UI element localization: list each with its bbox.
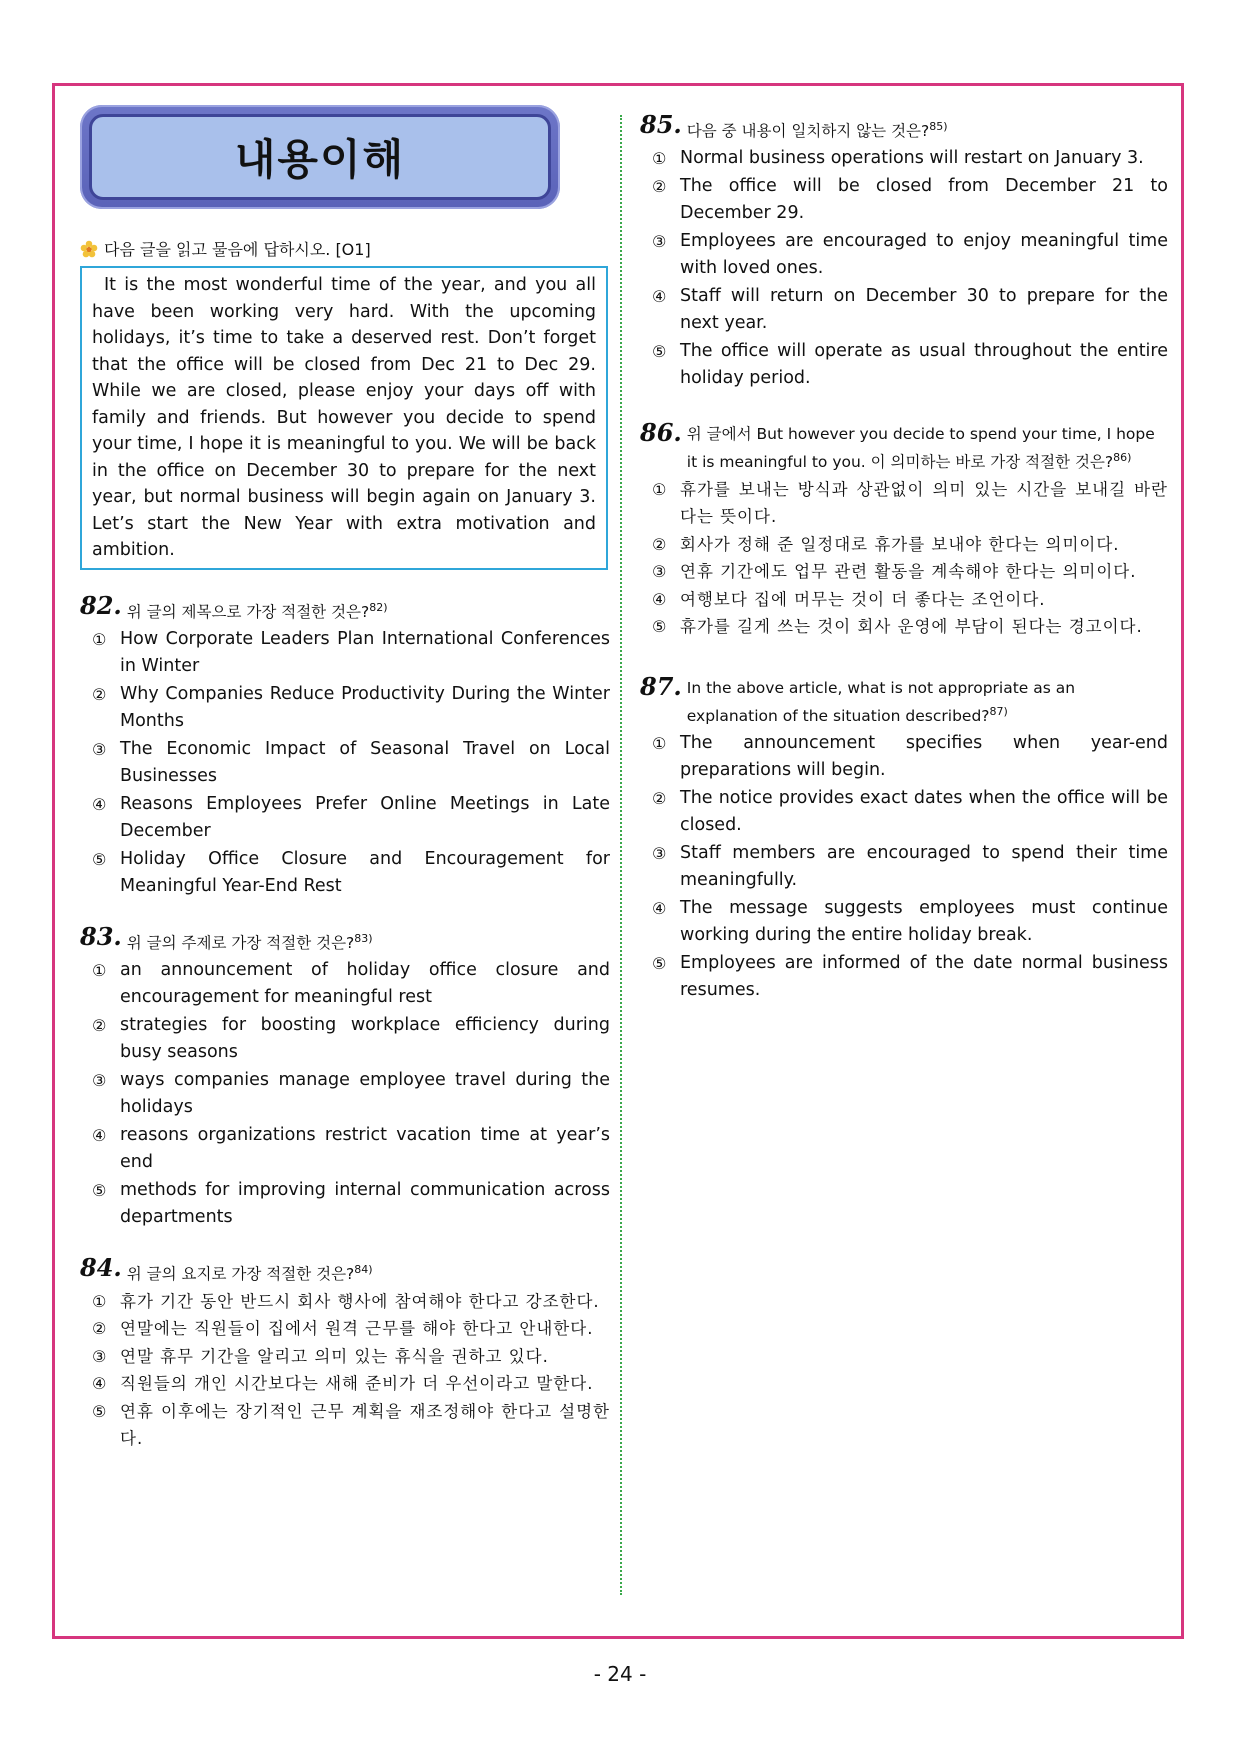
right-column: [640, 110, 1168, 1005]
option-list: [640, 145, 1168, 393]
option-mark: ①: [652, 479, 668, 499]
option-mark: ③: [92, 1070, 107, 1090]
option-mark: ④: [92, 1374, 108, 1394]
question-number: 85.: [640, 110, 682, 139]
footnote-ref: 82): [369, 600, 388, 614]
footnote-ref: 85): [929, 120, 948, 133]
option-text: Employees are informed of the date normal business resumes.: [680, 952, 1168, 1001]
option-mark: ⑤: [92, 1401, 108, 1421]
option-1[interactable]: [652, 730, 1168, 785]
option-list: [80, 957, 610, 1232]
footnote-ref: 84): [354, 1262, 373, 1276]
option-3[interactable]: [652, 558, 1168, 586]
option-text: 직원들의 개인 시간보다는 새해 준비가 더 우선이라고 말한다.: [120, 1374, 594, 1394]
option-text: How Corporate Leaders Plan International Conferences in Winter: [120, 628, 610, 677]
option-text: 휴가 기간 동안 반드시 회사 행사에 참여해야 한다고 강조한다.: [120, 1291, 600, 1311]
option-3[interactable]: [92, 736, 610, 791]
question-title: [687, 113, 948, 143]
question-title-text: 위 글의 주제로 가장 적절한 것은?: [126, 933, 355, 952]
option-text: 연말에는 직원들이 집에서 원격 근무를 해야 한다고 안내한다.: [120, 1319, 594, 1339]
question-number: 83.: [80, 921, 122, 951]
option-4[interactable]: [92, 1370, 610, 1398]
option-list: [80, 1288, 610, 1453]
passage-box: [80, 266, 608, 570]
option-2[interactable]: [92, 1012, 610, 1067]
option-text: Staff will return on December 30 to prepare for the next year.: [680, 285, 1168, 334]
question-83: [80, 921, 610, 1232]
option-text: an announcement of holiday office closure and encouragement for meaningful rest: [120, 959, 610, 1008]
option-1[interactable]: [652, 145, 1168, 173]
option-mark: ③: [652, 562, 668, 582]
option-text: Normal business operations will restart on January 3.: [680, 148, 1144, 169]
option-mark: ②: [652, 534, 668, 554]
option-text: 휴가를 보내는 방식과 상관없이 의미 있는 시간을 보내길 바란다는 뜻이다.: [680, 479, 1168, 527]
option-text: 회사가 정해 준 일정대로 휴가를 보내야 한다는 의미이다.: [680, 534, 1120, 554]
question-title-text: 다음 중 내용이 일치하지 않는 것은?: [686, 122, 930, 141]
option-text: Staff members are encouraged to spend their time meaningfully.: [680, 842, 1168, 891]
option-1[interactable]: [652, 476, 1168, 531]
option-5[interactable]: [652, 613, 1168, 641]
question-84: [80, 1252, 610, 1453]
question-title-text: 위 글에서 But however you decide to spend your time, I hope it is meaningful to you. 이 의미하는 바로 가장 적절한 것은?: [686, 424, 1155, 471]
option-mark: ⑤: [652, 953, 667, 973]
option-mark: ⑤: [652, 617, 668, 637]
option-3[interactable]: [92, 1343, 610, 1371]
option-text: methods for improving internal communication across departments: [120, 1179, 610, 1228]
footnote-ref: 87): [989, 704, 1008, 718]
option-2[interactable]: [92, 681, 610, 736]
title-banner-inner: [89, 114, 551, 200]
option-mark: ⑤: [92, 849, 107, 869]
option-text: The Economic Impact of Seasonal Travel on Local Businesses: [120, 738, 610, 787]
option-5[interactable]: [652, 950, 1168, 1005]
title-banner: [80, 105, 560, 209]
option-4[interactable]: [652, 895, 1168, 950]
flower-icon: [80, 240, 98, 258]
question-number: 86.: [640, 417, 682, 447]
option-mark: ②: [92, 1015, 107, 1035]
instruction-text: 다음 글을 읽고 물음에 답하시오. [O1]: [104, 240, 371, 259]
option-mark: ④: [652, 898, 667, 918]
question-header: [80, 921, 610, 955]
page-title: 내용이해: [234, 135, 406, 184]
option-1[interactable]: [92, 957, 610, 1012]
option-text: The office will operate as usual throughout the entire holiday period.: [680, 340, 1168, 389]
question-header: [640, 671, 1168, 728]
option-text: strategies for boosting workplace efficiency during busy seasons: [120, 1014, 610, 1063]
option-mark: ①: [652, 733, 667, 753]
option-text: Employees are encouraged to enjoy meaningful time with loved ones.: [680, 230, 1168, 279]
question-header: [640, 110, 1168, 143]
option-mark: ③: [652, 843, 667, 863]
page-number: - 24 -: [593, 1662, 647, 1686]
option-text: 연말 휴무 기간을 알리고 의미 있는 휴식을 권하고 있다.: [120, 1346, 549, 1366]
option-text: reasons organizations restrict vacation time at year’s end: [120, 1124, 610, 1173]
option-mark: ①: [92, 960, 107, 980]
column-divider: [620, 115, 622, 1595]
option-text: The announcement specifies when year-end preparations will begin.: [680, 732, 1168, 781]
left-column: [80, 105, 610, 1453]
question-header: [640, 417, 1168, 474]
question-title-text: 위 글의 제목으로 가장 적절한 것은?: [126, 602, 370, 621]
question-86: [640, 417, 1168, 641]
option-text: The message suggests employees must continue working during the entire holiday break.: [680, 897, 1168, 946]
footnote-ref: 86): [1113, 450, 1132, 464]
question-85: [640, 110, 1168, 393]
footnote-ref: 83): [354, 931, 373, 945]
option-5[interactable]: [92, 846, 610, 901]
option-mark: ⑤: [92, 1180, 107, 1200]
option-3[interactable]: [652, 228, 1168, 283]
option-1[interactable]: [92, 626, 610, 681]
question-number: 87.: [640, 671, 682, 701]
question-number: 82.: [80, 590, 122, 620]
option-list: [640, 476, 1168, 641]
question-title: [127, 925, 373, 955]
option-text: 여행보다 집에 머무는 것이 더 좋다는 조언이다.: [680, 589, 1046, 609]
question-number: 84.: [80, 1252, 122, 1282]
option-text: Why Companies Reduce Productivity During the Winter Months: [120, 683, 610, 732]
option-mark: ①: [652, 149, 667, 169]
option-3[interactable]: [652, 840, 1168, 895]
question-title: [127, 1256, 373, 1286]
option-text: ways companies manage employee travel during the holidays: [120, 1069, 610, 1118]
option-text: The office will be closed from December 21 to December 29.: [680, 175, 1168, 224]
option-mark: ③: [652, 231, 667, 251]
option-4[interactable]: [92, 791, 610, 846]
option-5[interactable]: [92, 1177, 610, 1232]
question-header: [80, 590, 610, 624]
option-mark: ③: [92, 739, 107, 759]
option-5[interactable]: [652, 338, 1168, 393]
option-1[interactable]: [92, 1288, 610, 1316]
option-mark: ②: [652, 176, 667, 196]
option-list: [80, 626, 610, 901]
option-mark: ⑤: [652, 341, 667, 361]
option-2[interactable]: [652, 785, 1168, 840]
question-title: [687, 421, 1168, 474]
option-4[interactable]: [652, 586, 1168, 614]
option-mark: ①: [92, 1291, 108, 1311]
option-text: 연휴 기간에도 업무 관련 활동을 계속해야 한다는 의미이다.: [680, 562, 1137, 582]
option-mark: ①: [92, 629, 107, 649]
option-mark: ④: [92, 794, 107, 814]
option-list: [640, 730, 1168, 1005]
instruction: [80, 237, 610, 260]
question-82: [80, 590, 610, 901]
option-mark: ②: [92, 684, 107, 704]
option-text: 휴가를 길게 쓰는 것이 회사 운영에 부담이 된다는 경고이다.: [680, 617, 1143, 637]
option-text: Holiday Office Closure and Encouragement for Meaningful Year-End Rest: [120, 848, 610, 897]
option-4[interactable]: [92, 1122, 610, 1177]
option-mark: ②: [652, 788, 667, 808]
option-3[interactable]: [92, 1067, 610, 1122]
question-title-text: In the above article, what is not appropriate as an explanation of the situation described?: [686, 678, 1076, 725]
option-mark: ③: [92, 1346, 108, 1366]
option-text: The notice provides exact dates when the office will be closed.: [680, 787, 1168, 836]
option-2[interactable]: [652, 173, 1168, 228]
option-mark: ④: [652, 286, 667, 306]
passage-text: It is the most wonderful time of the year, and you all have been working very hard. With the upcoming holidays, it’s time to take a deserved rest. Don’t forget that the office will be closed from Dec 21 to Dec 29. While we are closed, please enjoy your days off with family and friends. But however you decide to spend your time, I hope it is meaningful to you. We will be back in the office on December 30 to prepare for the next year, but normal business will begin again on January 3. Let’s start the New Year with extra motivation and ambition.: [92, 275, 596, 560]
question-87: [640, 671, 1168, 1005]
question-header: [80, 1252, 610, 1286]
option-mark: ②: [92, 1319, 108, 1339]
question-title: [687, 675, 1168, 728]
option-4[interactable]: [652, 283, 1168, 338]
option-2[interactable]: [652, 531, 1168, 559]
option-text: 연휴 이후에는 장기적인 근무 계획을 재조정해야 한다고 설명한다.: [120, 1401, 610, 1449]
option-2[interactable]: [92, 1315, 610, 1343]
question-title: [127, 594, 388, 624]
option-text: Reasons Employees Prefer Online Meetings in Late December: [120, 793, 610, 842]
option-5[interactable]: [92, 1398, 610, 1453]
option-mark: ④: [652, 589, 668, 609]
question-title-text: 위 글의 요지로 가장 적절한 것은?: [126, 1264, 355, 1283]
option-mark: ④: [92, 1125, 107, 1145]
